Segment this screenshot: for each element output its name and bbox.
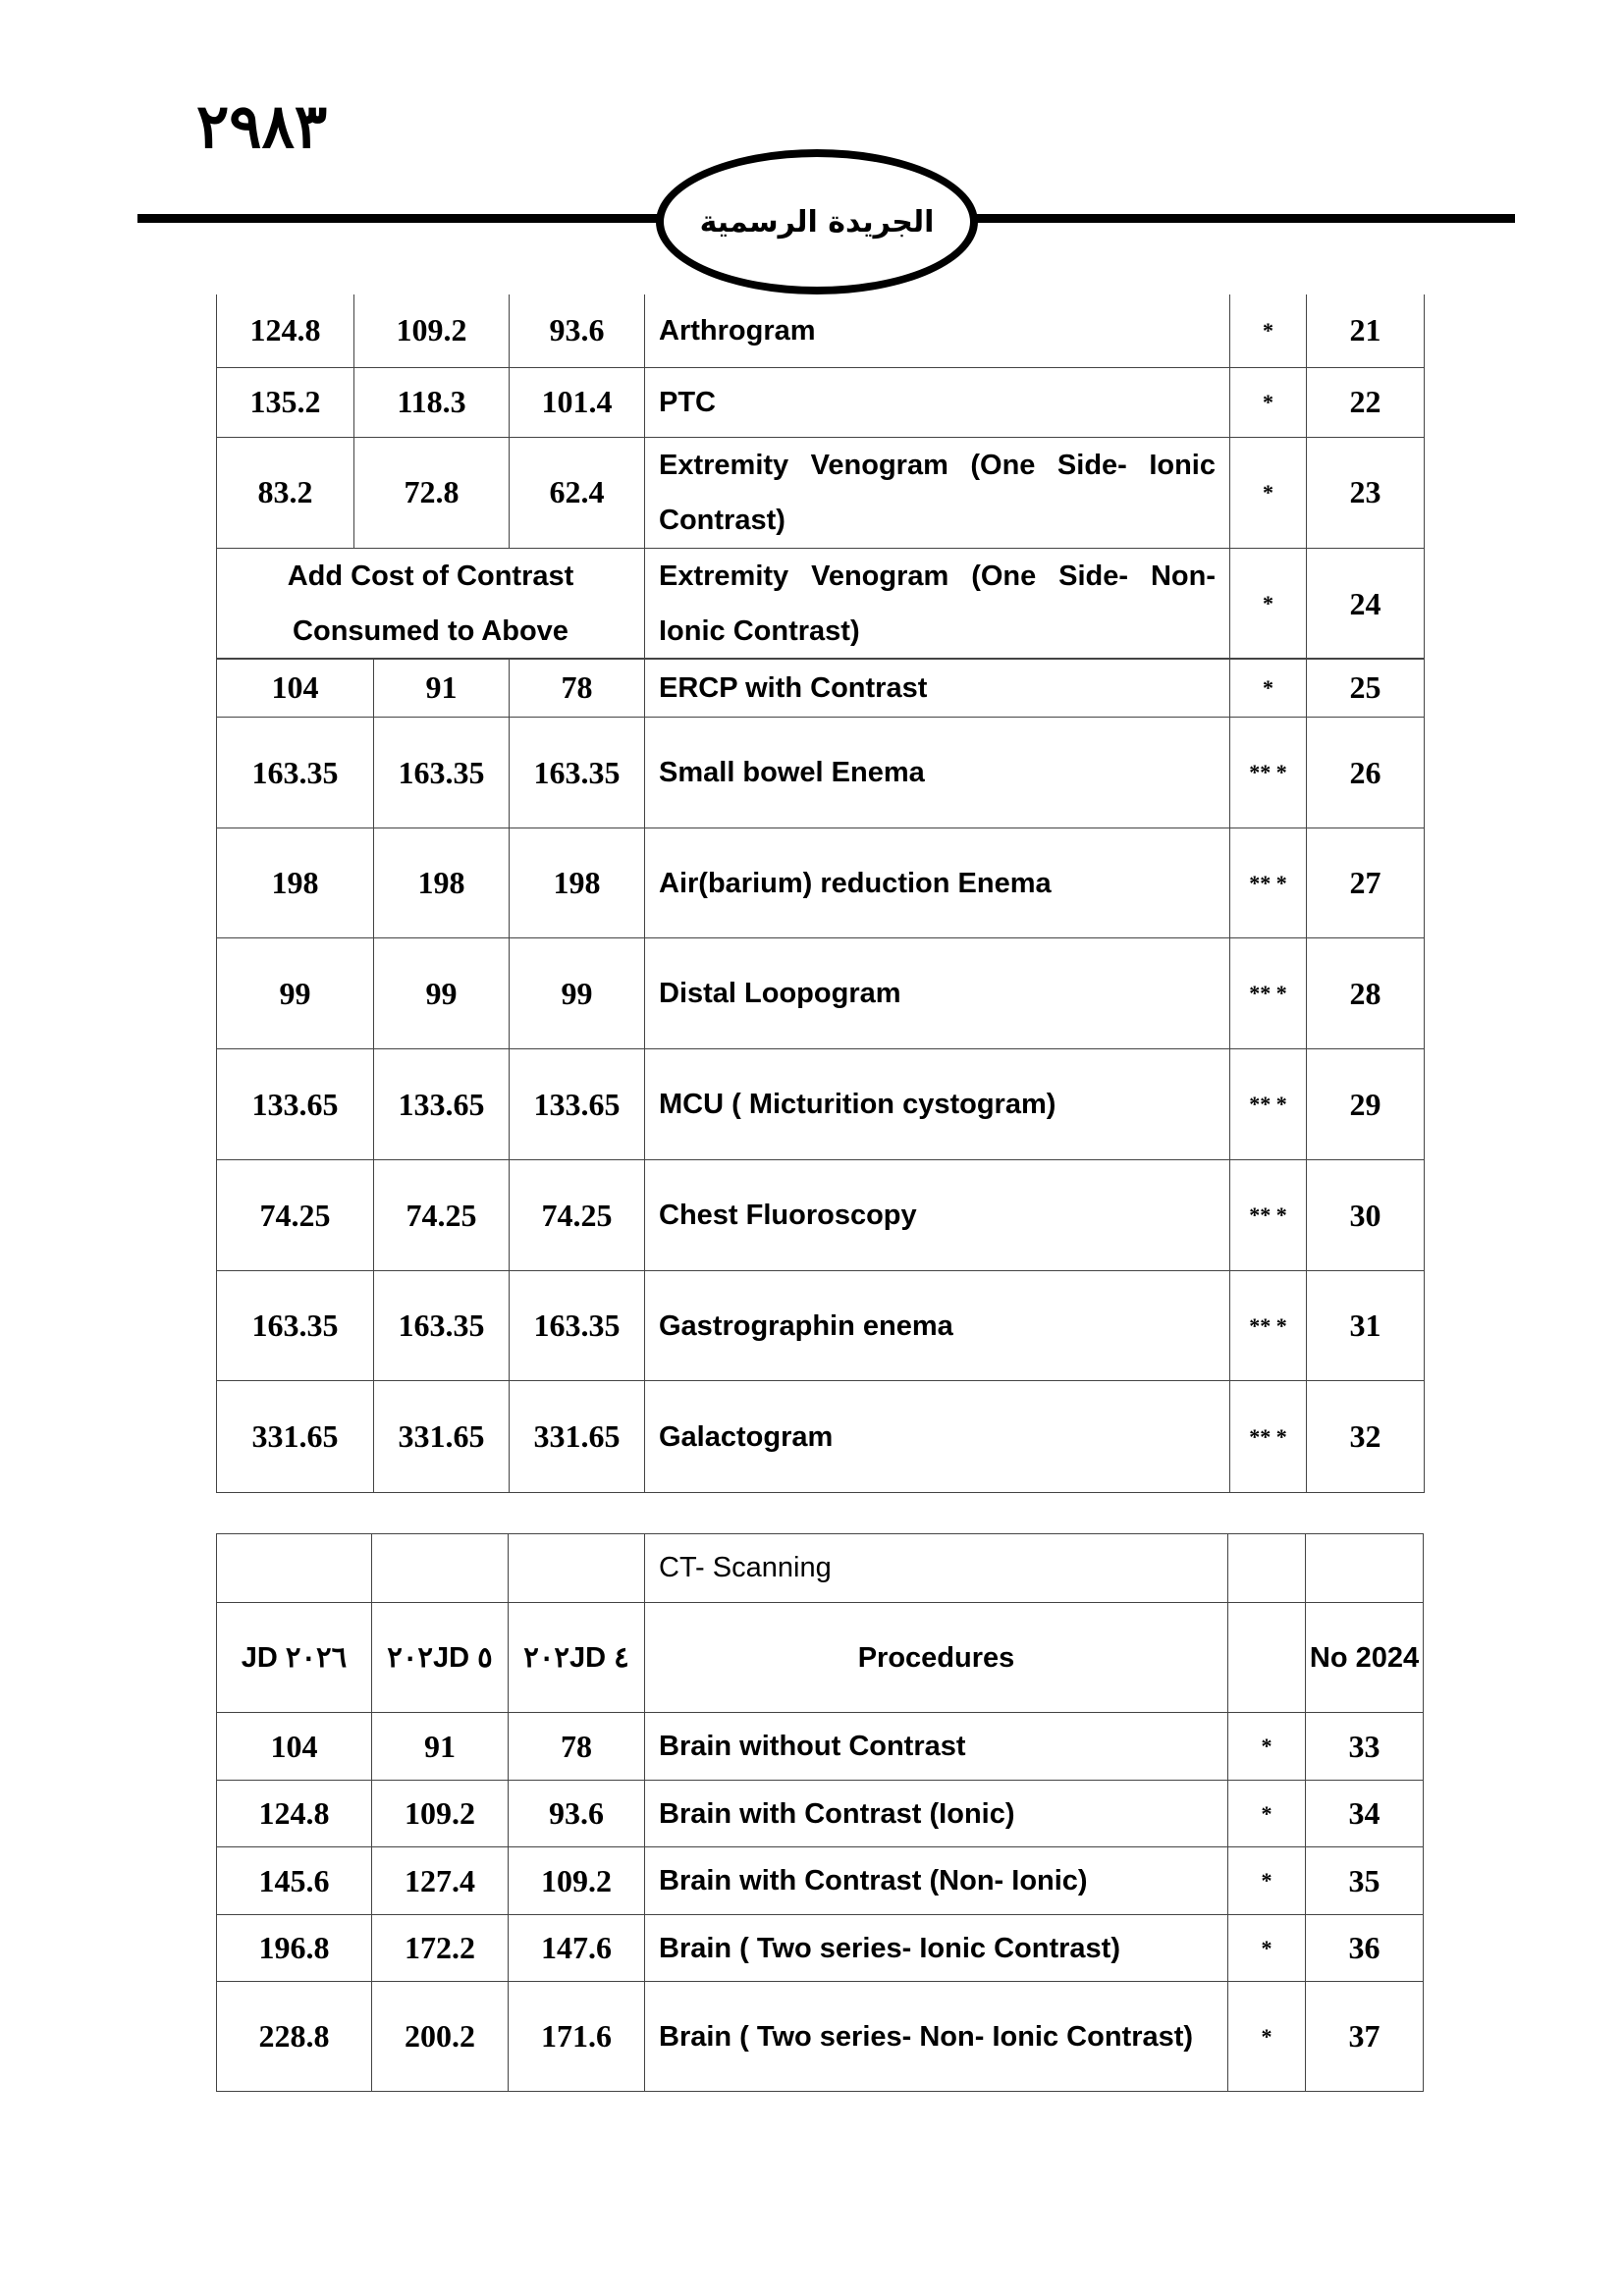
table-row <box>217 718 1425 828</box>
header-no: No 2024 <box>1306 1603 1424 1713</box>
price-2026: 198 <box>217 828 374 938</box>
price-2026: 133.65 <box>217 1049 374 1160</box>
price-2024: 331.65 <box>510 1381 645 1493</box>
table-row <box>217 1847 1424 1915</box>
mark-cell: * <box>1228 1982 1306 2092</box>
price-2026: 228.8 <box>217 1982 372 2092</box>
no-cell: 27 <box>1307 828 1425 938</box>
no-cell: 23 <box>1307 437 1425 548</box>
price-2025: 133.65 <box>374 1049 510 1160</box>
no-cell: 26 <box>1307 718 1425 828</box>
price-2025: 163.35 <box>374 1271 510 1381</box>
mark-cell: ** * <box>1230 1160 1307 1271</box>
procedure-cell: Brain with Contrast (Non- Ionic) <box>645 1847 1228 1915</box>
price-2024: 78 <box>509 1713 645 1781</box>
price-2024: 78 <box>510 659 645 718</box>
contrast-cost-note: Add Cost of Contrast Consumed to Above <box>217 549 645 660</box>
price-2025: 172.2 <box>372 1915 509 1982</box>
price-2025: 109.2 <box>354 294 510 367</box>
no-cell: 33 <box>1306 1713 1424 1781</box>
mark-cell: ** * <box>1230 1271 1307 1381</box>
price-2024: 93.6 <box>510 294 645 367</box>
mark-cell: ** * <box>1230 718 1307 828</box>
table-row <box>217 1781 1424 1847</box>
table-row <box>217 1271 1425 1381</box>
procedure-cell: Chest Fluoroscopy <box>645 1160 1230 1271</box>
price-2024: 133.65 <box>510 1049 645 1160</box>
no-cell: 21 <box>1307 294 1425 367</box>
procedure-cell: Small bowel Enema <box>645 718 1230 828</box>
price-2024: 163.35 <box>510 1271 645 1381</box>
price-2026: 104 <box>217 659 374 718</box>
mark-cell: * <box>1230 294 1307 367</box>
price-2024: 147.6 <box>509 1915 645 1982</box>
table-row <box>217 1049 1425 1160</box>
price-2026: 163.35 <box>217 718 374 828</box>
price-2025: 331.65 <box>374 1381 510 1493</box>
price-2024: 198 <box>510 828 645 938</box>
no-cell: 31 <box>1307 1271 1425 1381</box>
price-2025: 198 <box>374 828 510 938</box>
header-procedures: Procedures <box>645 1603 1228 1713</box>
procedure-cell: MCU ( Micturition cystogram) <box>645 1049 1230 1160</box>
price-2026: 163.35 <box>217 1271 374 1381</box>
section-title: CT- Scanning <box>645 1534 1228 1603</box>
price-2026: 74.25 <box>217 1160 374 1271</box>
table1-part-a <box>216 294 1425 549</box>
price-2024: 101.4 <box>510 367 645 437</box>
section-row <box>217 1534 1424 1603</box>
procedure-cell: Arthrogram <box>645 294 1230 367</box>
table-row <box>217 1160 1425 1271</box>
mark-cell: * <box>1230 549 1307 660</box>
no-cell: 35 <box>1306 1847 1424 1915</box>
ct-table <box>216 1533 1424 2092</box>
no-cell: 25 <box>1307 659 1425 718</box>
price-2024: 171.6 <box>509 1982 645 2092</box>
procedure-cell: Extremity Venogram (One Side- Ionic Contrast) <box>645 437 1230 548</box>
price-2026: 145.6 <box>217 1847 372 1915</box>
price-2024: 99 <box>510 938 645 1049</box>
table1-row24 <box>216 548 1425 660</box>
procedure-cell: Brain with Contrast (Ionic) <box>645 1781 1228 1847</box>
no-cell: 32 <box>1307 1381 1425 1493</box>
table-row <box>217 549 1425 660</box>
price-2026: 135.2 <box>217 367 354 437</box>
price-2026: 83.2 <box>217 437 354 548</box>
table-row <box>217 1982 1424 2092</box>
price-2024: 74.25 <box>510 1160 645 1271</box>
mark-cell: ** * <box>1230 1381 1307 1493</box>
procedure-cell: Brain without Contrast <box>645 1713 1228 1781</box>
header-row <box>217 1603 1424 1713</box>
mark-cell: ** * <box>1230 1049 1307 1160</box>
procedure-cell: ERCP with Contrast <box>645 659 1230 718</box>
mark-cell: * <box>1230 367 1307 437</box>
procedure-cell: Air(barium) reduction Enema <box>645 828 1230 938</box>
price-2024: 62.4 <box>510 437 645 548</box>
procedure-cell: Brain ( Two series- Ionic Contrast) <box>645 1915 1228 1982</box>
price-2025: 118.3 <box>354 367 510 437</box>
price-2025: 163.35 <box>374 718 510 828</box>
price-2025: 109.2 <box>372 1781 509 1847</box>
price-2025: 200.2 <box>372 1982 509 2092</box>
price-2025: 91 <box>374 659 510 718</box>
table-row <box>217 437 1425 548</box>
no-cell: 28 <box>1307 938 1425 1049</box>
gazette-title-oval <box>656 149 978 294</box>
procedure-cell: PTC <box>645 367 1230 437</box>
no-cell: 29 <box>1307 1049 1425 1160</box>
price-2026: 124.8 <box>217 294 354 367</box>
no-cell: 22 <box>1307 367 1425 437</box>
table-row <box>217 1915 1424 1982</box>
no-cell: 37 <box>1306 1982 1424 2092</box>
price-2026: 124.8 <box>217 1781 372 1847</box>
header-2026: JD ٢٠٢٦ <box>217 1603 372 1713</box>
price-2024: 109.2 <box>509 1847 645 1915</box>
header-2025: ٢٠٢JD ٥ <box>372 1603 509 1713</box>
price-2026: 331.65 <box>217 1381 374 1493</box>
gazette-title: الجريدة الرسمية <box>699 204 935 240</box>
price-2025: 99 <box>374 938 510 1049</box>
price-2024: 93.6 <box>509 1781 645 1847</box>
mark-cell: * <box>1230 437 1307 548</box>
mark-cell: ** * <box>1230 828 1307 938</box>
mark-cell: * <box>1230 659 1307 718</box>
table1-part-b <box>216 658 1425 1493</box>
table-row <box>217 1381 1425 1493</box>
procedure-cell: Distal Loopogram <box>645 938 1230 1049</box>
price-2024: 163.35 <box>510 718 645 828</box>
price-2026: 104 <box>217 1713 372 1781</box>
price-2025: 127.4 <box>372 1847 509 1915</box>
header-2024: ٢٠٢JD ٤ <box>509 1603 645 1713</box>
mark-cell: ** * <box>1230 938 1307 1049</box>
table-row <box>217 659 1425 718</box>
procedure-cell: Galactogram <box>645 1381 1230 1493</box>
price-2025: 72.8 <box>354 437 510 548</box>
no-cell: 34 <box>1306 1781 1424 1847</box>
price-2025: 74.25 <box>374 1160 510 1271</box>
no-cell: 36 <box>1306 1915 1424 1982</box>
price-2026: 99 <box>217 938 374 1049</box>
table-row <box>217 1713 1424 1781</box>
table-row <box>217 367 1425 437</box>
mark-cell: * <box>1228 1713 1306 1781</box>
procedure-cell: Extremity Venogram (One Side- Non-Ionic Contrast) <box>645 549 1230 660</box>
table-row <box>217 938 1425 1049</box>
procedure-cell: Brain ( Two series- Non- Ionic Contrast) <box>645 1982 1228 2092</box>
no-cell: 24 <box>1307 549 1425 660</box>
table-row <box>217 294 1425 367</box>
no-cell: 30 <box>1307 1160 1425 1271</box>
page-number: ٢٩٨٣ <box>196 90 328 162</box>
mark-cell: * <box>1228 1847 1306 1915</box>
price-2026: 196.8 <box>217 1915 372 1982</box>
mark-cell: * <box>1228 1781 1306 1847</box>
price-2025: 91 <box>372 1713 509 1781</box>
mark-cell: * <box>1228 1915 1306 1982</box>
table-row <box>217 828 1425 938</box>
procedure-cell: Gastrographin enema <box>645 1271 1230 1381</box>
